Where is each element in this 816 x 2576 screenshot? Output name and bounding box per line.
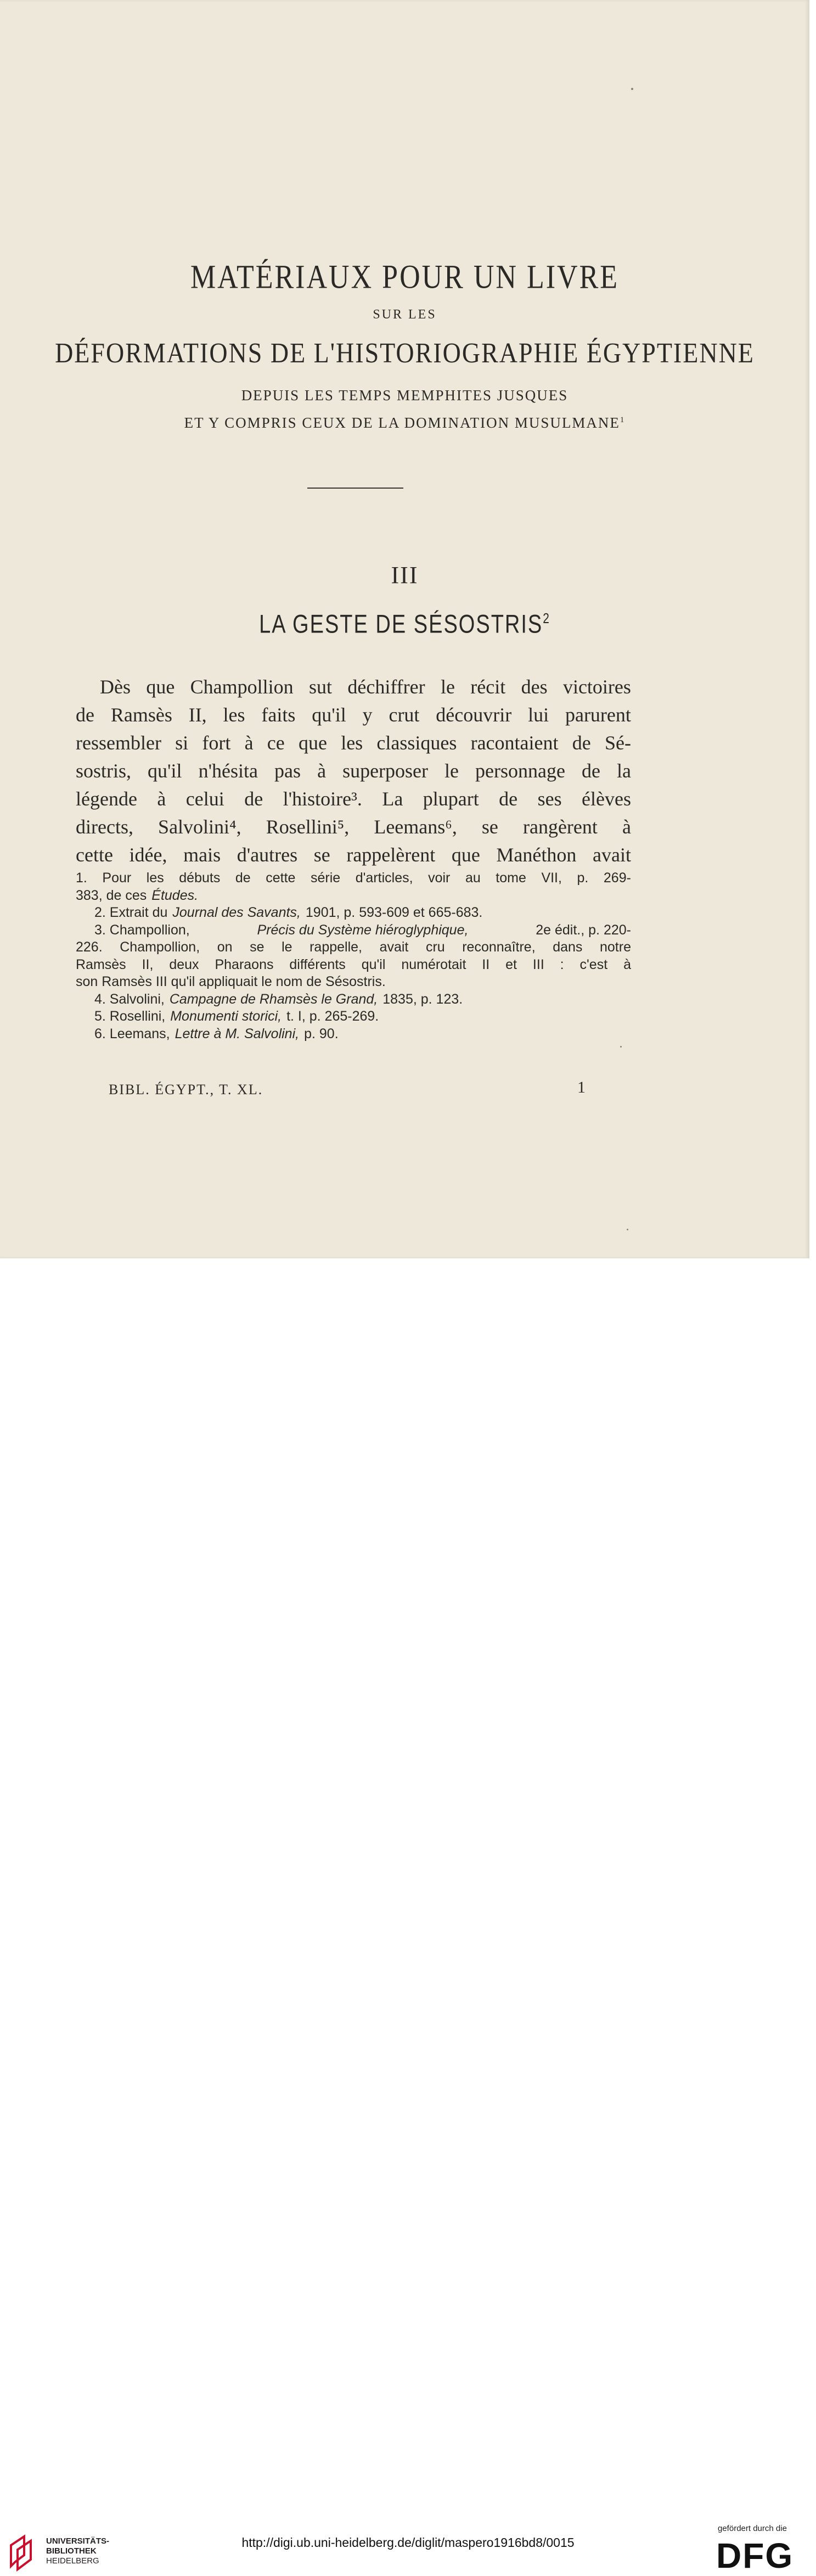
- footnote-3-line-3: [76, 956, 631, 974]
- body-word: à: [244, 732, 254, 754]
- body-word: Dès: [100, 676, 131, 698]
- footnote-4: [76, 991, 631, 1009]
- footnote-5: [76, 1008, 631, 1026]
- body-paragraph: [76, 673, 631, 869]
- sponsor-caption: gefördert durch die: [718, 2524, 787, 2533]
- footnote-word: au: [465, 870, 481, 886]
- footnote-word: d'articles,: [355, 870, 413, 886]
- body-word: celui: [185, 788, 224, 810]
- chapter-title: [0, 610, 809, 640]
- footnote-2-text: 2. Extrait du: [94, 905, 168, 920]
- body-word: à: [317, 760, 327, 782]
- body-word: découvrir: [436, 704, 512, 726]
- body-word: Manéthon: [496, 844, 577, 866]
- body-word: Rosellini⁵,: [266, 816, 350, 838]
- body-word: Sé-: [604, 732, 631, 754]
- body-word: racontaient: [470, 732, 559, 754]
- dfg-logo: DFG: [716, 2536, 794, 2575]
- body-line: [76, 785, 631, 813]
- source-url-link[interactable]: http://digi.ub.uni-heidelberg.de/diglit/maspero1916bd8/0015: [241, 2535, 575, 2550]
- body-word: rappelèrent: [346, 844, 436, 866]
- body-word: cette: [76, 844, 113, 866]
- footnote-1-text: 383, de ces: [76, 887, 147, 903]
- body-word: si: [175, 732, 189, 754]
- body-word: se: [481, 816, 498, 838]
- body-word: à: [157, 788, 166, 810]
- footnote-word: tome: [496, 870, 526, 886]
- body-word: de: [76, 704, 94, 726]
- body-word: idée,: [129, 844, 167, 866]
- body-word: le: [440, 676, 455, 698]
- footnote-word: c'est: [579, 956, 608, 972]
- body-word: les: [341, 732, 363, 754]
- subtitle-line-1: DEPUIS LES TEMPS MEMPHITES JUSQUES: [241, 387, 569, 404]
- footnote-word: Pour: [102, 870, 132, 886]
- footnote-word: série: [311, 870, 341, 886]
- footnote-word: à: [623, 956, 631, 972]
- body-word: sostris,: [76, 760, 132, 782]
- page-number: 1: [577, 1078, 586, 1096]
- footnote-word: de: [235, 870, 251, 886]
- body-word: qu'il: [148, 760, 182, 782]
- body-line: [76, 757, 631, 785]
- footnote-word: deux: [169, 956, 199, 972]
- body-word: pas: [274, 760, 301, 782]
- section-divider: [307, 488, 403, 489]
- body-word: élèves: [582, 788, 631, 810]
- paper-speck: [627, 1229, 628, 1230]
- footnote-5-text: 5. Rosellini,: [94, 1009, 166, 1024]
- footnote-3-italic: Précis du Système hiéroglyphique,: [257, 922, 469, 938]
- footnote-3-line-1: [76, 922, 631, 939]
- body-word: crut: [389, 704, 420, 726]
- footnote-word: 226.: [76, 939, 103, 955]
- footnote-word: 1.: [76, 870, 87, 886]
- footnote-word: Champollion,: [120, 939, 200, 955]
- body-word: récit: [470, 676, 506, 698]
- body-line: [76, 673, 631, 701]
- body-word: parurent: [565, 704, 631, 726]
- footnote-word: dans: [553, 939, 583, 955]
- body-word: victoires: [562, 676, 631, 698]
- footnote-4-italic: Campagne de Rhamsès le Grand,: [169, 991, 378, 1007]
- footnote-5-rest: t. I, p. 265-269.: [286, 1009, 379, 1024]
- footnote-word: 269-: [603, 870, 631, 886]
- footnote-word: qu'il: [361, 956, 386, 972]
- body-line: [76, 701, 631, 729]
- running-footer: BIBL. ÉGYPT., T. XL.: [109, 1082, 263, 1097]
- library-name-line-2: BIBLIOTHEK: [46, 2546, 97, 2556]
- footnote-6: [76, 1026, 631, 1043]
- footnote-ref-1: 1: [620, 416, 626, 424]
- title-connector: SUR LES: [373, 307, 437, 322]
- page-subtitle: DÉFORMATIONS DE L'HISTORIOGRAPHIE ÉGYPTIENNE: [55, 337, 755, 369]
- body-word: personnage: [475, 760, 565, 782]
- body-line: [76, 841, 631, 869]
- body-word: se: [313, 844, 330, 866]
- body-line: [76, 729, 631, 757]
- body-word: de: [244, 788, 263, 810]
- footnote-6-italic: Lettre à M. Salvolini,: [175, 1026, 300, 1041]
- footnote-2-italic: Journal des Savants,: [172, 905, 301, 920]
- body-word: faits: [261, 704, 296, 726]
- footnote-word: les: [146, 870, 164, 886]
- footnote-word: Ramsès: [76, 956, 126, 972]
- subtitle-line-2-text: ET Y COMPRIS CEUX DE LA DOMINATION MUSULMANE: [184, 415, 620, 431]
- footnote-ref-2: 2: [543, 611, 550, 627]
- footnote-1-line-1: [76, 870, 631, 887]
- body-word: que: [146, 676, 175, 698]
- footnote-5-italic: Monumenti storici,: [170, 1009, 282, 1024]
- footnote-word: et: [505, 956, 517, 972]
- subtitle-line-2: [0, 415, 809, 432]
- body-word: superposer: [342, 760, 429, 782]
- footnote-word: voir: [428, 870, 451, 886]
- body-word: Champollion: [190, 676, 294, 698]
- paper-speck: [631, 88, 633, 90]
- body-word: directs,: [76, 816, 133, 838]
- footnote-3-end: son Ramsès III qu'il appliquait le nom de Sésostris.: [76, 974, 386, 989]
- library-name-line-1: UNIVERSITÄTS-: [46, 2536, 110, 2546]
- footnote-2: [76, 904, 631, 922]
- footnote-word: Pharaons: [215, 956, 274, 972]
- footnote-word: se: [250, 939, 265, 955]
- footnote-word: rappelle,: [309, 939, 362, 955]
- body-line: [76, 813, 631, 841]
- footnote-word: cru: [425, 939, 445, 955]
- footnote-word: II,: [142, 956, 154, 972]
- footnote-3-rest: 2e édit., p. 220-: [536, 922, 631, 938]
- footnote-word: cette: [266, 870, 296, 886]
- chapter-title-text: LA GESTE DE SÉSOSTRIS: [259, 610, 543, 639]
- body-word: La: [382, 788, 403, 810]
- library-name-line-3: HEIDELBERG: [46, 2556, 99, 2566]
- footnote-word: notre: [600, 939, 631, 955]
- footnote-6-text: 6. Leemans,: [94, 1026, 170, 1041]
- body-word: les: [223, 704, 245, 726]
- body-word: à: [622, 816, 631, 838]
- body-word: lui: [528, 704, 549, 726]
- footnote-word: reconnaître,: [462, 939, 536, 955]
- body-word: légende: [76, 788, 137, 810]
- body-word: mais: [183, 844, 221, 866]
- footnote-word: III: [532, 956, 544, 972]
- body-word: plupart: [423, 788, 479, 810]
- chapter-number: III: [391, 562, 419, 589]
- footnote-3-line-4: [76, 973, 631, 991]
- body-word: rangèrent: [522, 816, 598, 838]
- footnote-2-rest: 1901, p. 593-609 et 665-683.: [305, 905, 483, 920]
- body-word: sut: [309, 676, 333, 698]
- digitization-banner: [0, 1258, 816, 2575]
- body-word: ce: [267, 732, 285, 754]
- body-word: de: [581, 760, 600, 782]
- body-word: la: [616, 760, 631, 782]
- footnote-3-text: 3. Champollion,: [94, 922, 190, 938]
- body-word: Salvolini⁴,: [158, 816, 241, 838]
- footnote-1-italic: Études.: [151, 887, 199, 903]
- body-word: des: [521, 676, 548, 698]
- body-word: Leemans⁶,: [374, 816, 457, 838]
- body-word: d'autres: [237, 844, 298, 866]
- footnote-word: p.: [577, 870, 589, 886]
- footnote-word: débuts: [179, 870, 221, 886]
- footnotes: [76, 870, 631, 1043]
- body-word: l'histoire³.: [283, 788, 362, 810]
- footnote-word: le: [282, 939, 292, 955]
- body-word: y: [362, 704, 373, 726]
- footnote-3-line-2: [76, 939, 631, 956]
- body-word: qu'il: [312, 704, 346, 726]
- footnote-word: II: [482, 956, 490, 972]
- body-word: de: [499, 788, 518, 810]
- footnote-6-rest: p. 90.: [304, 1026, 339, 1041]
- footnote-word: :: [560, 956, 564, 972]
- footnote-word: avait: [379, 939, 409, 955]
- footnote-4-text: 4. Salvolini,: [94, 991, 165, 1007]
- body-word: de: [572, 732, 591, 754]
- body-word: ses: [537, 788, 562, 810]
- body-word: Ramsès: [110, 704, 172, 726]
- body-word: le: [444, 760, 459, 782]
- footnote-word: différents: [289, 956, 346, 972]
- body-word: que: [451, 844, 480, 866]
- body-word: que: [298, 732, 327, 754]
- body-word: ressembler: [76, 732, 161, 754]
- footnote-4-rest: 1835, p. 123.: [382, 991, 463, 1007]
- body-word: déchiffrer: [347, 676, 425, 698]
- body-word: avait: [592, 844, 631, 866]
- body-word: classiques: [376, 732, 457, 754]
- scanned-page: [0, 0, 809, 1258]
- footnote-word: VII,: [541, 870, 562, 886]
- body-word: n'hésita: [198, 760, 258, 782]
- body-word: fort: [202, 732, 231, 754]
- footnote-word: on: [217, 939, 233, 955]
- page-title: MATÉRIAUX POUR UN LIVRE: [190, 259, 620, 296]
- footnote-word: numérotait: [401, 956, 466, 972]
- body-word: II,: [188, 704, 207, 726]
- paper-speck: [620, 1046, 622, 1048]
- footnote-1-line-2: [76, 887, 631, 905]
